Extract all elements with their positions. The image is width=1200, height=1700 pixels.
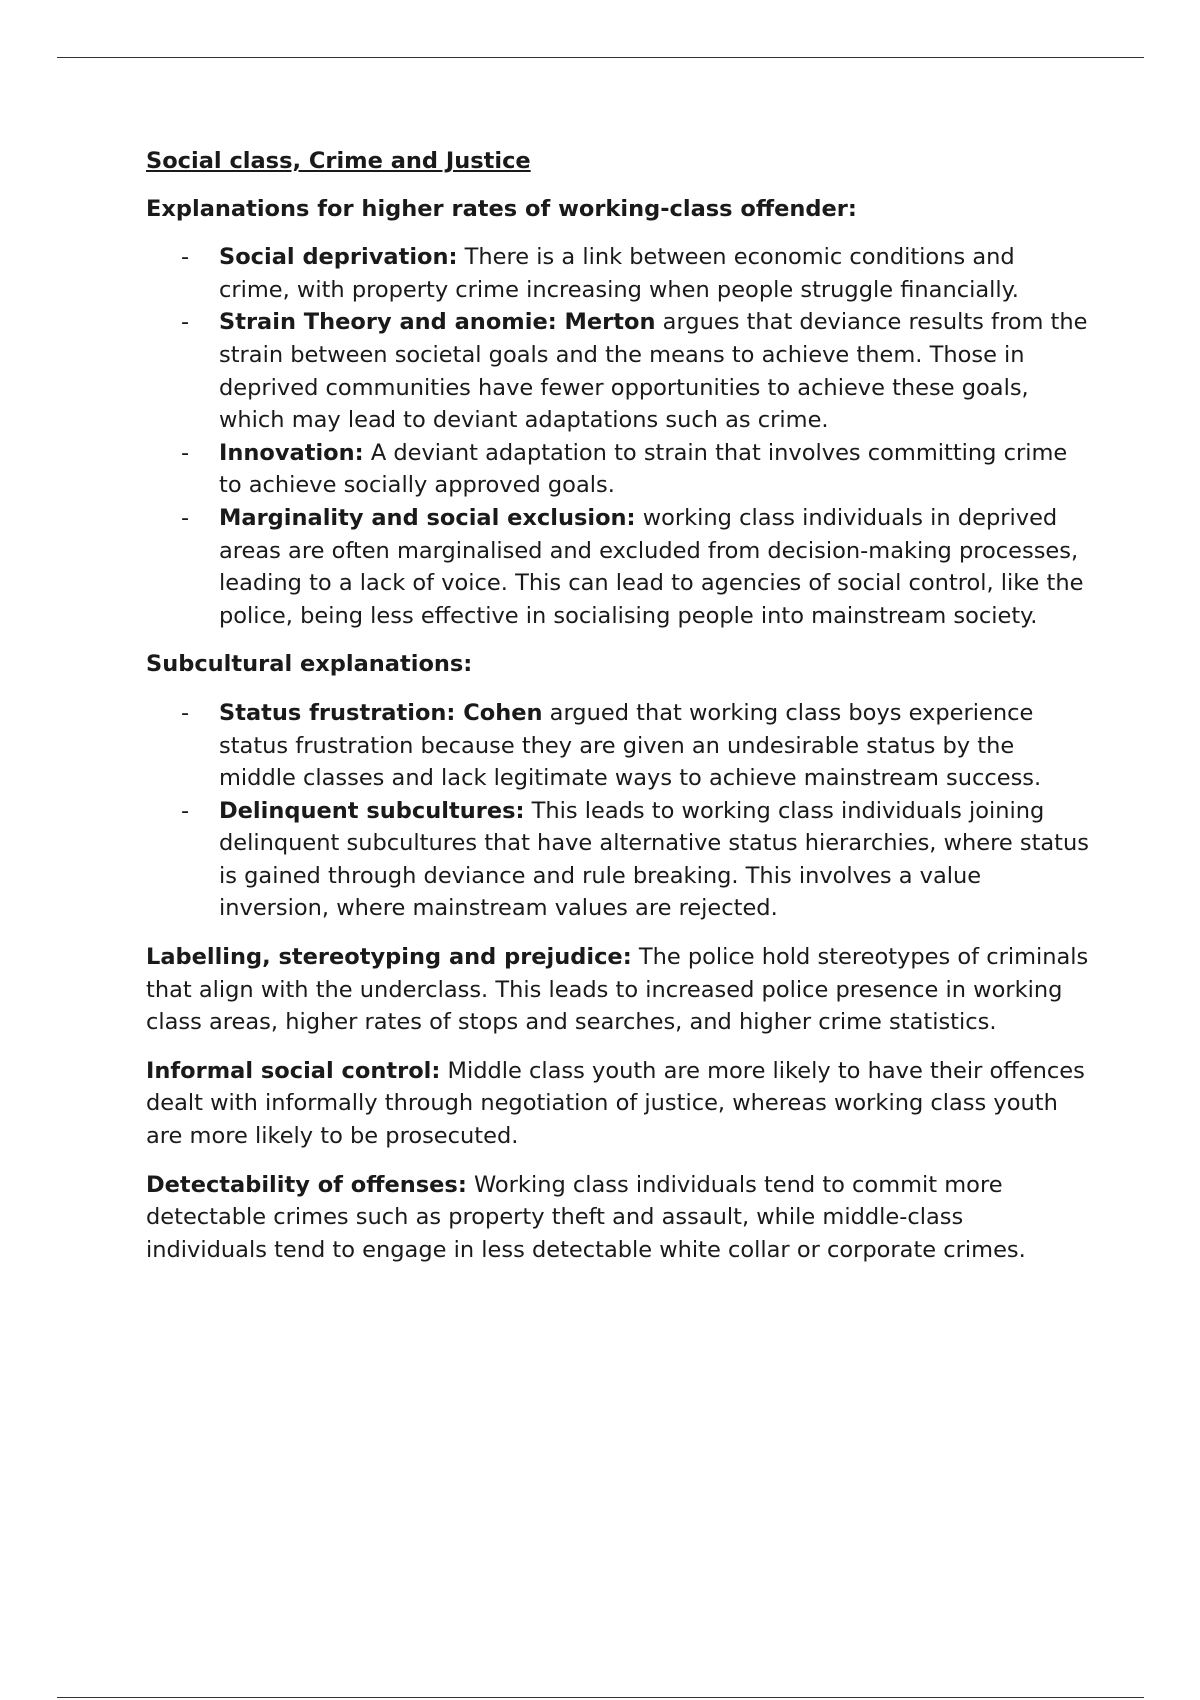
item-text: working class individuals in deprived areas are often marginalised and excluded from decision-making processes, leading to a lack of voice. This can lead to agencies of social control, like the police, being less effective in socialising people into mainstream society. (219, 504, 1084, 629)
paragraph-informal-control (146, 1055, 1091, 1153)
paragraph-term: Labelling, stereotyping and prejudice: (146, 944, 632, 971)
section-heading-subcultural: Subcultural explanations: (146, 651, 473, 678)
paragraph-text: The police hold stereotypes of criminals that align with the underclass. This leads to increased police presence in working class areas, higher rates of stops and searches, and higher crime statistics. (146, 944, 1089, 1036)
paragraph-text: Working class individuals tend to commit more detectable crimes such as property theft and assault, while middle-class individuals tend to engage in less detectable white collar or corporate crimes. (146, 1171, 1026, 1263)
item-term: Status frustration: Cohen (219, 699, 543, 726)
item-text: argues that deviance results from the strain between societal goals and the means to achieve them. Those in deprived communities have fewer opportunities to achieve these goals, which may lead to deviant adaptations such as crime. (219, 309, 1088, 434)
list-item (146, 502, 1091, 632)
subcultural-list (146, 697, 1091, 925)
paragraph-labelling (146, 941, 1091, 1039)
header-rule (57, 57, 1144, 58)
document-body (146, 145, 1091, 1282)
item-text: There is a link between economic conditions and crime, with property crime increasing when people struggle financially. (219, 244, 1019, 303)
item-term: Delinquent subcultures: (219, 797, 525, 824)
list-item (146, 795, 1091, 925)
paragraph-term: Detectability of offenses: (146, 1171, 467, 1198)
section-heading-explanations: Explanations for higher rates of working-class offender: (146, 195, 857, 222)
dash-bullet-icon: - (181, 797, 190, 824)
dash-bullet-icon: - (181, 504, 190, 531)
document-title: Social class, Crime and Justice (146, 148, 531, 174)
dash-bullet-icon: - (181, 309, 190, 336)
dash-bullet-icon: - (181, 439, 190, 466)
paragraph-detectability (146, 1169, 1091, 1267)
list-item (146, 306, 1091, 436)
paragraph-term: Informal social control: (146, 1057, 441, 1084)
footer-rule (57, 1697, 1144, 1698)
list-item (146, 241, 1091, 306)
item-text: This leads to working class individuals joining delinquent subcultures that have alternative status hierarchies, where status is gained through deviance and rule breaking. This involves a value inversion, where mainstream values are rejected. (219, 797, 1089, 922)
paragraph-text: Middle class youth are more likely to have their offences dealt with informally through negotiation of justice, whereas working class youth are more likely to be prosecuted. (146, 1057, 1085, 1150)
dash-bullet-icon: - (181, 699, 190, 726)
item-text: A deviant adaptation to strain that involves committing crime to achieve socially approved goals. (219, 439, 1068, 499)
item-term: Marginality and social exclusion: (219, 504, 636, 531)
item-term: Social deprivation: (219, 244, 458, 271)
item-term: Innovation: (219, 439, 364, 466)
list-item (146, 437, 1091, 502)
explanations-list (146, 241, 1091, 632)
dash-bullet-icon: - (181, 244, 190, 271)
item-term: Strain Theory and anomie: Merton (219, 309, 656, 336)
item-text: argued that working class boys experience status frustration because they are given an undesirable status by the middle classes and lack legitimate ways to achieve mainstream success. (219, 699, 1042, 792)
list-item (146, 697, 1091, 795)
